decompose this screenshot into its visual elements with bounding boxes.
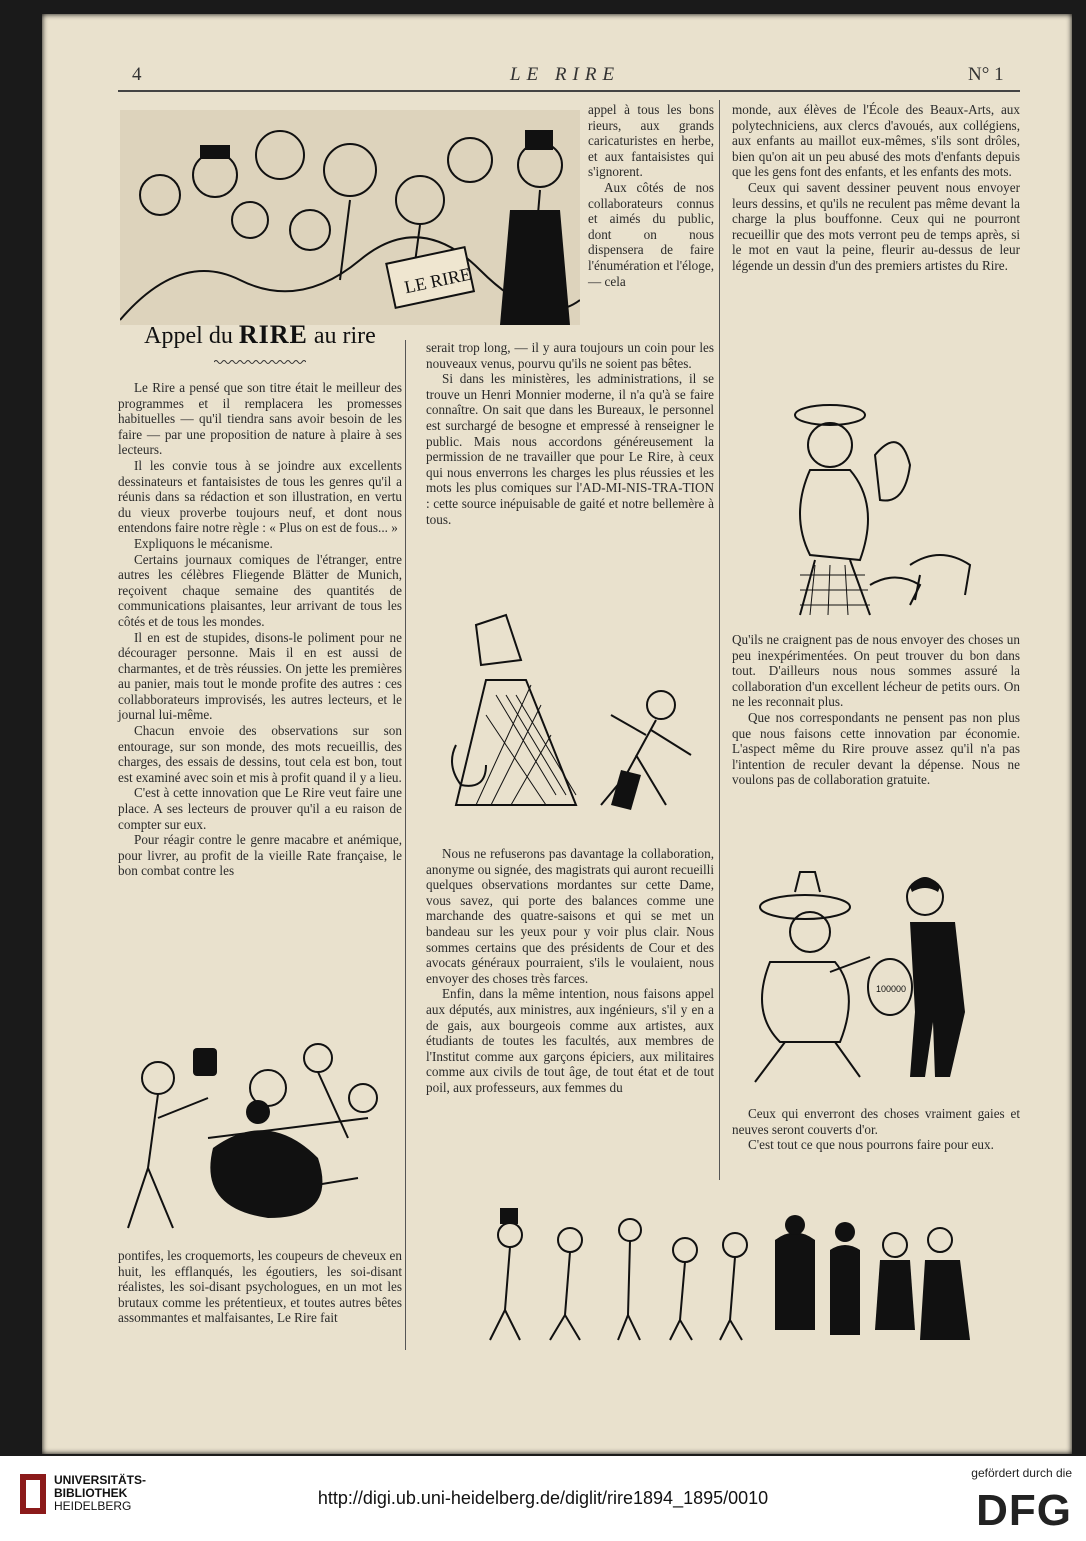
source-url[interactable]: http://digi.ub.uni-heidelberg.de/diglit/rire1894_1895/0010 — [317, 1488, 769, 1508]
paragraph: Ceux qui enverront des choses vraiment gaies et neuves seront couverts d'or. — [732, 1106, 1020, 1137]
header-rule — [118, 90, 1020, 92]
paragraph: Que nos correspondants ne pensent pas non plus que nous faisons cette innovation par économie. L'aspect même du Rire prouve assez qu'il n'a pas l'intention de reculer devant la dépense. Nous ne voulons pas de collaboration gratuite. — [732, 709, 1020, 788]
paragraph: pontifes, les croquemorts, les coupeurs de cheveux en huit, les efflanqués, les égoutiers, les soi-disant réalistes, les soi-disant psychologues, en un mot les brutaux comme les prétentieux, et toutes autres bêtes assommantes et malfaisantes, Le Rire fait — [118, 1248, 402, 1326]
article-title: Appel du RIRE au rire — [144, 320, 376, 349]
column-2-mid-text — [426, 340, 714, 600]
paragraph: Ceux qui savent dessiner peuvent nous envoyer leurs dessins, et qu'ils ne reculent pas même devant la charge la plus bouffonne. Ceux qui ne pourront recueillir que des mots verront peu de temps après, si le mot en vaut la peine, fleurir au-dessus de leur légende un dessin d'un des premiers artistes du Rire. — [732, 179, 1020, 273]
column-3-bottom-text — [732, 1106, 1020, 1186]
issue-number: N° 1 — [968, 64, 1004, 85]
paragraph: monde, aux élèves de l'École des Beaux-Arts, aux polytechniciens, aux clercs d'avoués, aux collégiens, aux enfants au maillot eux-mêmes, s'ils sont drôles, bien qu'on ait un peu abusé des mots d'enfants depuis que les gens font des enfants, et les enfants des mots. — [732, 102, 1020, 180]
column-1-text — [118, 380, 402, 1020]
column-1-bottom-text — [118, 1248, 402, 1358]
bear-licker-illustration — [770, 395, 990, 625]
digitization-footer — [0, 1456, 1086, 1541]
library-name: UNIVERSITÄTS- BIBLIOTHEK HEIDELBERG — [54, 1473, 147, 1513]
paragraph: C'est à cette innovation que Le Rire veut faire une place. A ses lecteurs de prouver qu'il a eu raison de compter sur eux. — [118, 785, 402, 832]
journal-title: LE RIRE — [510, 64, 621, 85]
paragraph: Le Rire a pensé que son titre était le meilleur des programmes et il remplacera les promesses habituelles — qu'il tiendra sans avoir besoin de les faire — par une proposition de nature à plaire à ses lecteurs. — [118, 380, 402, 458]
banner-sign: LE RIRE — [402, 263, 473, 298]
paragraph: serait trop long, — il y aura toujours un coin pour les nouveaux venus, pourvu qu'ils ne soient pas bêtes. — [426, 340, 714, 371]
dfg-logo: DFG — [976, 1486, 1072, 1535]
money-bag-label: 100000 — [876, 984, 907, 994]
paragraph: Il les convie tous à se joindre aux excellents dessinateurs et fantaisistes de tous les genres qu'il a réunis dans sa rédaction et son illustration, en vertu du vieux proverbe toujours neuf, et dont nous entendons faire notre règle : « Plus on est de fous... » — [118, 457, 402, 536]
paragraph: appel à tous les bons rieurs, aux grands caricaturistes en herbe, et aux fantaisistes qui s'ignorent. — [588, 102, 714, 180]
crowd-illustration — [120, 110, 580, 325]
paragraph: Qu'ils ne craignent pas de nous envoyer des choses un peu inexpérimentées. On peut trouver du bon dans tout. D'ailleurs nous nous sommes assuré la collaboration d'un excellent lécheur de petits ours. On ne les reconnait plus. — [732, 632, 1020, 710]
parade-illustration — [470, 1200, 990, 1350]
tumbling-figures-illustration — [118, 1028, 402, 1248]
column-3-mid-text — [732, 632, 1020, 862]
paragraph: Expliquons le mécanisme. — [134, 535, 273, 551]
paragraph: Il en est de stupides, disons-le poliment pour ne décourager personne. Mais il en est aussi de charmantes, et de très réussies. On jette les premières au panier, mais tout le monde profite des autres : ces collabborateurs improvisés, les autres lecteurs, et le journal lui-même. — [118, 629, 402, 723]
paragraph: Pour réagir contre le genre macabre et anémique, pour livrer, au profit de la vieille Rate française, le bon combat contre les — [118, 832, 402, 879]
column-3-top-text — [732, 102, 1020, 392]
paragraph: Certains journaux comiques de l'étranger, entre autres les célèbres Fliegende Blätter de Munich, reçoivent chaque semaine des quantités de communications plaisantes, leur arrivant de tous les côtés et de tous les mondes. — [118, 551, 402, 629]
woman-and-man-illustration — [426, 605, 714, 835]
paragraph: C'est tout ce que nous pourrons faire pour eux. — [748, 1137, 994, 1153]
page-number: 4 — [132, 64, 142, 85]
paragraph: Si dans les ministères, les administrations, il se trouve un Henri Monnier moderne, il n'a qu'à se faire connaître. On sait que dans les Bureaux, le personnel est surchargé de besogne et empressé à renseigner le public. Mais nous accordons généreusement la permission de ne travailler que pour Le Rire, à ceux qui nous enverrons les charges les plus réussies et les mots les plus comiques sur l'AD-MI-NIS-TRA-TION : cette source inépuisable de gaité et notre bellemère à tous. — [426, 371, 714, 527]
column-2-top-text — [588, 102, 714, 338]
title-ornament — [214, 358, 306, 366]
paragraph: Enfin, dans la même intention, nous faisons appel aux députés, aux ministres, aux ingénieurs, s'il y en a de gais, aux bourgeois comme aux artistes, aux étudiants de toutes les facultés, aux membres de l'Institut comme aux garçons épiciers, aux militaires comme aux civils de tout âge, de tout état et de tout poil, aux professeurs, aux femmes du — [426, 986, 714, 1095]
paragraph: Nous ne refuserons pas davantage la collaboration, anonyme ou signée, des magistrats qui auront recueilli quelques observations mordantes sur cette Dame, vous savez, qui porte des balances comme une marchande des quatre-saisons et qui se met un bandeau sur les yeux pour y voir plus clair. Nous sommes certains que des présidents de Cour et des avocats généraux pourraient, s'ils le voulaient, nous envoyer des choses très farces. — [426, 846, 714, 986]
paragraph: Aux côtés de nos collaborateurs connus et aimés du public, dont on nous dispensera de faire l'énumération et l'éloge, — cela — [588, 179, 714, 289]
column-divider — [405, 340, 406, 1350]
column-divider — [719, 100, 720, 1180]
money-exchange-illustration — [740, 862, 1010, 1092]
paragraph: Chacun envoie des observations sur son entourage, sur son monde, des mots recueillis, des charges, des essais de dessins, tout cela est bon, tout est examiné avec soin et mis à profit quand il y a lieu. — [118, 723, 402, 785]
funding-label: gefördert durch die — [971, 1466, 1072, 1480]
column-2-bottom-text — [426, 846, 714, 1176]
